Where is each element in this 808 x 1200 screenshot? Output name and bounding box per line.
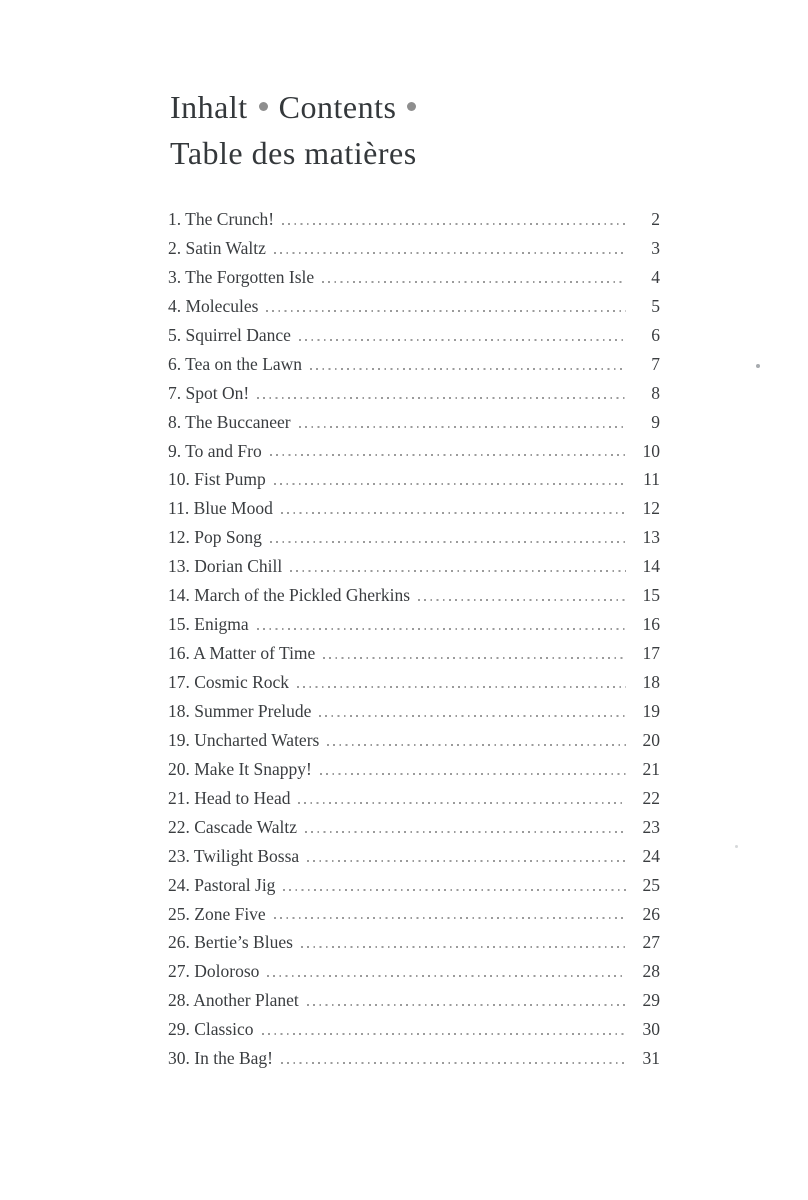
toc-entry [168, 842, 660, 871]
toc-entry-page-number: 6 [651, 324, 660, 345]
toc-entry-title: 27. Doloroso [168, 961, 260, 982]
toc-entry-title: 3. The Forgotten Isle [168, 266, 315, 287]
dot-leader [310, 368, 626, 370]
dot-leader [418, 599, 626, 601]
toc-entry [168, 552, 660, 581]
toc-entry [168, 871, 660, 900]
dot-leader [282, 223, 626, 225]
dot-leader [298, 802, 626, 804]
toc-entry-title: 5. Squirrel Dance [168, 324, 291, 345]
toc-entry-title: 10. Fist Pump [168, 469, 266, 490]
toc-entry-page-number: 25 [642, 874, 660, 895]
toc-entry [168, 957, 660, 986]
toc-entry-title: 17. Cosmic Rock [168, 672, 290, 692]
toc-entry-title: 1. The Crunch! [168, 209, 275, 229]
toc-entry-page-number: 3 [651, 237, 660, 258]
toc-entry-page-number: 13 [642, 527, 660, 548]
toc-entry-page-number: 9 [651, 411, 660, 432]
page-title-line-1 [170, 84, 427, 130]
title-french: Table des matières [170, 135, 417, 171]
toc-entry-page-number: 4 [651, 266, 660, 287]
toc-entry-title: 2. Satin Waltz [168, 237, 266, 258]
dot-leader [327, 744, 626, 746]
toc-entry-page-number: 16 [642, 614, 660, 635]
toc-entry-title: 13. Dorian Chill [168, 556, 283, 577]
toc-entry-title: 16. A Matter of Time [168, 643, 316, 664]
toc-entry-title: 19. Uncharted Waters [168, 729, 320, 750]
dot-leader [281, 512, 626, 514]
toc-entry-page-number: 20 [642, 729, 660, 750]
toc-entry-title: 8. The Buccaneer [168, 411, 291, 432]
dot-leader [301, 946, 626, 948]
dot-leader [297, 686, 626, 688]
toc-entry [168, 697, 660, 726]
toc-entry [168, 379, 660, 408]
toc-entry [168, 1015, 660, 1044]
toc-entry-page-number: 5 [651, 295, 660, 316]
page-title [170, 84, 427, 176]
dot-leader [270, 541, 626, 543]
toc-entry [168, 928, 660, 957]
toc-entry [168, 668, 660, 697]
toc-entry [168, 1044, 660, 1073]
toc-entry-page-number: 19 [642, 700, 660, 721]
dot-leader [319, 715, 626, 717]
dot-leader [257, 628, 626, 630]
toc-entry [168, 494, 660, 523]
toc-entry-title: 28. Another Planet [168, 990, 299, 1011]
toc-entry-title: 4. Molecules [168, 295, 259, 316]
toc-entry-title: 26. Bertie’s Blues [168, 932, 293, 953]
toc-entry-page-number: 23 [642, 816, 660, 837]
toc-entry-title: 18. Summer Prelude [168, 700, 312, 721]
toc-entry [168, 437, 660, 466]
toc-entry [168, 755, 660, 784]
title-german: Inhalt [170, 89, 248, 125]
dot-leader [290, 570, 626, 572]
toc-entry-title: 21. Head to Head [168, 787, 291, 808]
dot-leader [262, 1033, 626, 1035]
dot-leader [257, 397, 626, 399]
toc-entry-title: 23. Twilight Bossa [168, 845, 300, 866]
toc-entry [168, 408, 660, 437]
toc-entry-page-number: 24 [642, 845, 660, 866]
toc-entry-page-number: 31 [642, 1048, 660, 1069]
dot-leader [274, 483, 626, 485]
toc-entry [168, 523, 660, 552]
toc-entry [168, 263, 660, 292]
toc-entry-page-number: 12 [642, 498, 660, 519]
toc-entry-page-number: 18 [642, 672, 660, 692]
page-title-line-2 [170, 130, 427, 176]
title-english: Contents [278, 89, 397, 125]
dot-leader [307, 860, 626, 862]
bullet-separator-icon [407, 102, 416, 111]
toc-entry [168, 581, 660, 610]
toc-entry-title: 9. To and Fro [168, 440, 262, 461]
toc-entry [168, 610, 660, 639]
dot-leader [266, 310, 626, 312]
toc-entry-title: 25. Zone Five [168, 903, 266, 924]
toc-entry [168, 350, 660, 379]
toc-entry-page-number: 21 [642, 758, 660, 779]
toc-entry-page-number: 26 [642, 903, 660, 924]
toc-entry-title: 24. Pastoral Jig [168, 874, 276, 895]
toc-entry-title: 11. Blue Mood [168, 498, 273, 519]
toc-entry [168, 234, 660, 263]
dot-leader [320, 773, 626, 775]
toc-entry [168, 726, 660, 755]
toc-entry-page-number: 17 [642, 643, 660, 664]
toc-entry-title: 15. Enigma [168, 614, 249, 635]
dot-leader [322, 281, 626, 283]
scan-speck [735, 845, 738, 848]
toc-entry-title: 6. Tea on the Lawn [168, 353, 303, 374]
dot-leader [305, 831, 626, 833]
toc-entry-page-number: 22 [642, 787, 660, 808]
toc-entry-page-number: 2 [651, 209, 660, 229]
toc-entry [168, 205, 660, 234]
toc-entry-page-number: 7 [651, 353, 660, 374]
toc-entry-page-number: 14 [642, 556, 660, 577]
dot-leader [299, 339, 626, 341]
scan-speck [756, 364, 760, 368]
table-of-contents [168, 205, 660, 1073]
toc-entry [168, 813, 660, 842]
toc-entry-title: 20. Make It Snappy! [168, 758, 312, 779]
toc-entry-page-number: 28 [642, 961, 660, 982]
toc-entry-page-number: 30 [642, 1019, 660, 1040]
dot-leader [274, 252, 626, 254]
toc-entry-title: 12. Pop Song [168, 527, 262, 548]
toc-entry-page-number: 10 [642, 440, 660, 461]
dot-leader [299, 426, 626, 428]
toc-entry-page-number: 11 [643, 469, 660, 490]
toc-entry-page-number: 29 [642, 990, 660, 1011]
dot-leader [267, 975, 626, 977]
dot-leader [323, 657, 626, 659]
toc-entry-title: 7. Spot On! [168, 382, 250, 403]
toc-entry-page-number: 15 [642, 585, 660, 606]
toc-entry [168, 321, 660, 350]
dot-leader [270, 454, 626, 456]
toc-entry [168, 465, 660, 494]
dot-leader [307, 1004, 626, 1006]
bullet-separator-icon [259, 102, 268, 111]
toc-entry [168, 784, 660, 813]
dot-leader [283, 889, 626, 891]
toc-entry [168, 639, 660, 668]
dot-leader [274, 917, 626, 919]
toc-entry [168, 292, 660, 321]
dot-leader [281, 1062, 626, 1064]
toc-entry-page-number: 27 [642, 932, 660, 953]
toc-entry [168, 986, 660, 1015]
toc-entry [168, 900, 660, 929]
toc-entry-page-number: 8 [651, 382, 660, 403]
toc-entry-title: 30. In the Bag! [168, 1048, 273, 1069]
toc-entry-title: 22. Cascade Waltz [168, 816, 297, 837]
toc-entry-title: 14. March of the Pickled Gherkins [168, 585, 411, 606]
toc-entry-title: 29. Classico [168, 1019, 254, 1040]
